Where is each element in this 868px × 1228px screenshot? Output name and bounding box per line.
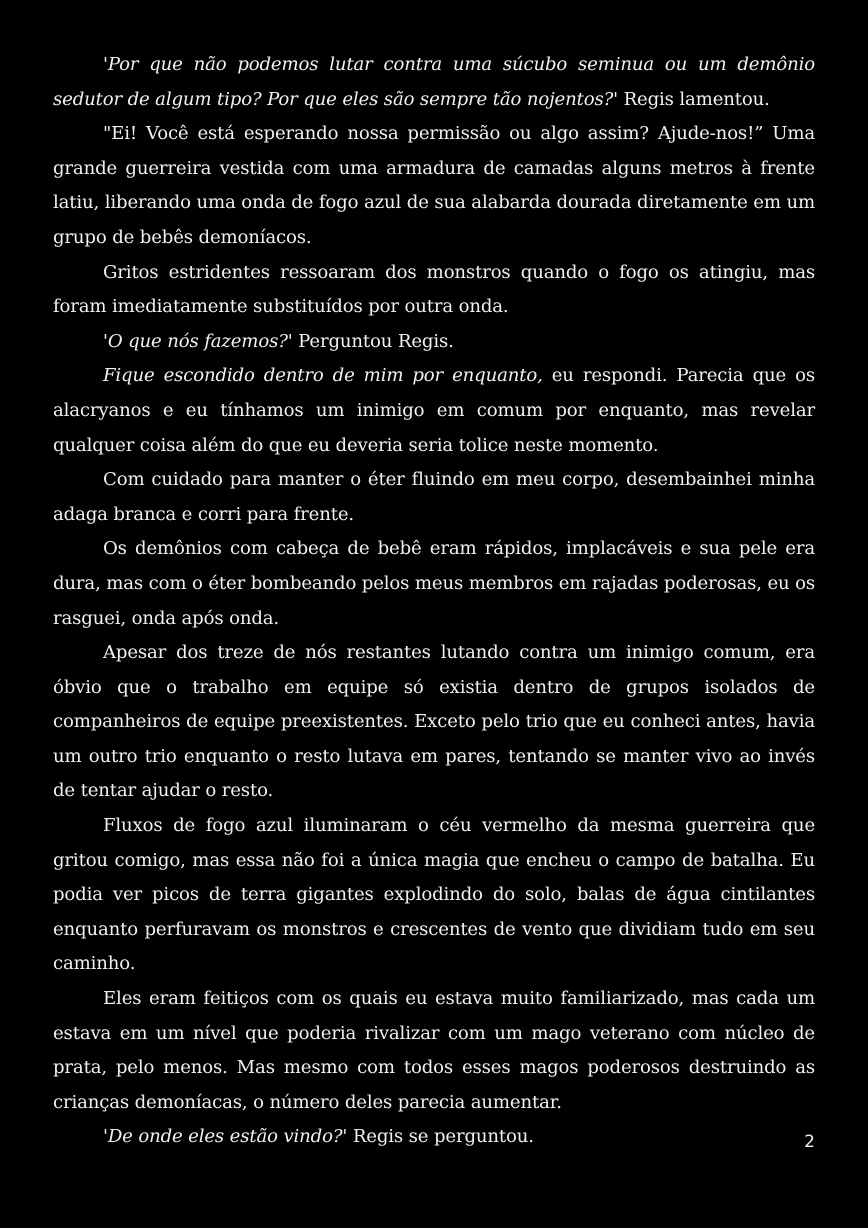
paragraph-10 [53, 982, 815, 1120]
body-text: Os demônios com cabeça de bebê eram rápidos, implacáveis e sua pele era dura, mas com o éter bombeando pelos meus membros em rajadas poderosas, eu os rasguei, onda após onda. [53, 538, 815, 629]
paragraph-8 [53, 636, 815, 809]
body-text: Perguntou Regis. [292, 330, 454, 352]
body-text: Regis lamentou. [617, 88, 770, 110]
italic-text: 'O que nós fazemos?' [103, 330, 293, 352]
italic-text: 'De onde eles estão vindo?' [103, 1126, 348, 1148]
body-text: Eles eram feitiços com os quais eu estava muito familiarizado, mas cada um estava em um nível que poderia rivalizar com um mago veterano com núcleo de prata, pelo menos. Mas mesmo com todos esses magos poderosos destruindo as crianças demoníacas, o número deles parecia aumentar. [53, 988, 815, 1113]
paragraph-5 [53, 359, 815, 463]
paragraph-6 [53, 463, 815, 532]
paragraph-1 [53, 48, 815, 117]
paragraph-2 [53, 117, 815, 255]
paragraph-3 [53, 256, 815, 325]
paragraph-11 [53, 1120, 815, 1155]
body-text: Regis se perguntou. [347, 1126, 534, 1148]
body-text: Fluxos de fogo azul iluminaram o céu vermelho da mesma guerreira que gritou comigo, mas essa não foi a única magia que encheu o campo de batalha. Eu podia ver picos de terra gigantes explodindo do solo, balas de água cintilantes enquanto perfuravam os monstros e crescentes de vento que dividiam tudo em seu caminho. [53, 815, 815, 975]
body-text: Com cuidado para manter o éter fluindo em meu corpo, desembainhei minha adaga branca e corri para frente. [53, 469, 815, 525]
paragraph-9 [53, 809, 815, 982]
paragraph-4 [53, 325, 815, 360]
body-text: "Ei! Você está esperando nossa permissão ou algo assim? Ajude-nos!” Uma grande guerreira vestida com uma armadura de camadas alguns metros à frente latiu, liberando uma onda de fogo azul de sua alabarda dourada diretamente em um grupo de bebês demoníacos. [53, 123, 815, 248]
italic-text: 'Por que não podemos lutar contra uma súcubo seminua ou um demônio sedutor de algum tipo? Por que eles são sempre tão nojentos?' [53, 54, 815, 110]
text-body [53, 48, 815, 1155]
body-text: Apesar dos treze de nós restantes lutando contra um inimigo comum, era óbvio que o trabalho em equipe só existia dentro de grupos isolados de companheiros de equipe preexistentes. Exceto pelo trio que eu conheci antes, havia um outro trio enquanto o resto lutava em pares, tentando se manter vivo ao invés de tentar ajudar o resto. [53, 642, 815, 802]
paragraph-7 [53, 532, 815, 636]
body-text: Gritos estridentes ressoaram dos monstros quando o fogo os atingiu, mas foram imediatamente substituídos por outra onda. [53, 261, 815, 318]
italic-text: Fique escondido dentro de mim por enquanto, [103, 365, 543, 387]
page-number: 2 [804, 1132, 815, 1152]
body-text: eu respondi. Parecia que os alacryanos e eu tínhamos um inimigo em comum por enquanto, mas revelar qualquer coisa além do que eu deveria seria tolice neste momento. [53, 365, 815, 456]
